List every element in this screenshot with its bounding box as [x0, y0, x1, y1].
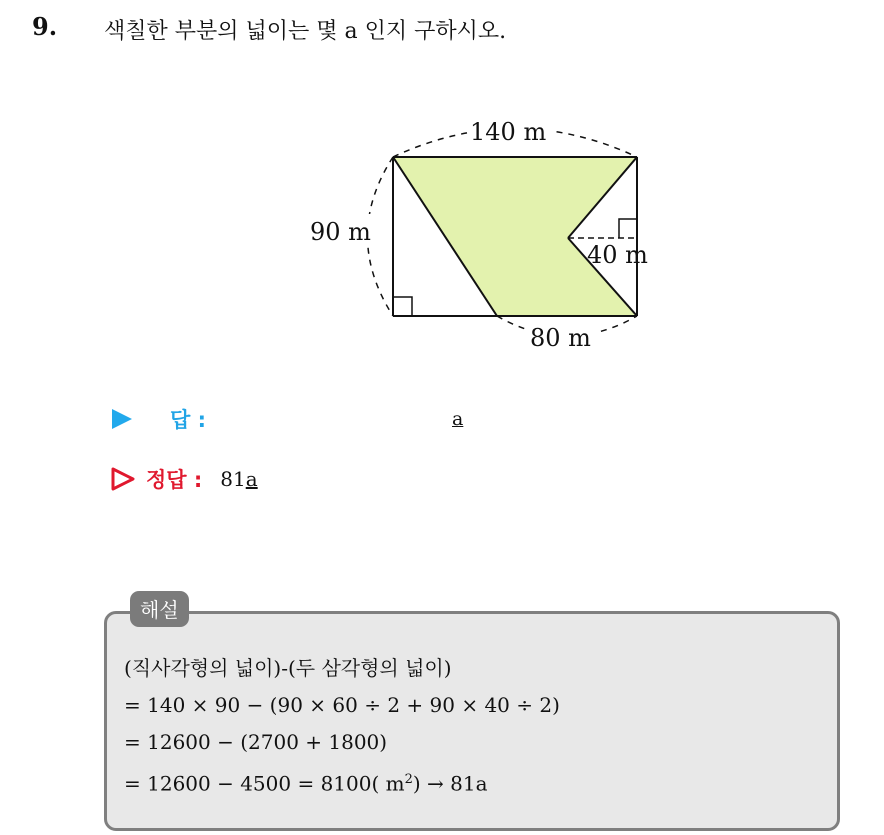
- play-triangle-icon: [110, 407, 134, 431]
- area-figure: [0, 0, 884, 360]
- outline-triangle-icon: [110, 466, 136, 492]
- correct-answer-label: 정답 :: [146, 468, 203, 492]
- question-number: 9.: [32, 12, 58, 41]
- correct-answer-unit: a: [245, 467, 258, 491]
- right-angle-marker-right: [619, 219, 637, 238]
- label-right-length: 40 m: [587, 241, 648, 269]
- correct-answer-value: [220, 467, 257, 491]
- solution-line-4-part-2: ) → 81a: [412, 771, 488, 796]
- solution-line-4: [124, 761, 560, 803]
- answer-label: 답 :: [170, 408, 206, 432]
- solution-line-2: = 140 × 90 − (90 × 60 ÷ 2 + 90 × 40 ÷ 2): [124, 693, 560, 717]
- label-top-length: 140 m: [470, 118, 547, 146]
- correct-answer-row: [110, 464, 258, 494]
- answer-row: [110, 404, 206, 434]
- correct-answer-number: 81: [220, 467, 246, 491]
- solution-tag: 해설: [130, 591, 189, 627]
- right-angle-marker-left: [393, 297, 412, 316]
- solution-line-3: = 12600 − (2700 + 1800): [124, 730, 388, 754]
- solution-superscript: 2: [404, 772, 413, 787]
- answer-unit: a: [452, 408, 464, 430]
- shaded-region: [393, 157, 637, 316]
- label-left-length: 90 m: [310, 218, 371, 246]
- label-bottom-length: 80 m: [530, 324, 591, 352]
- solution-lines: [124, 650, 560, 803]
- solution-line-1: (직사각형의 넓이)-(두 삼각형의 넓이): [124, 656, 452, 680]
- solution-line-4-part-1: = 12600 − 4500 = 8100( m: [124, 771, 405, 796]
- question-text: 색칠한 부분의 넓이는 몇 a 인지 구하시오.: [104, 19, 507, 44]
